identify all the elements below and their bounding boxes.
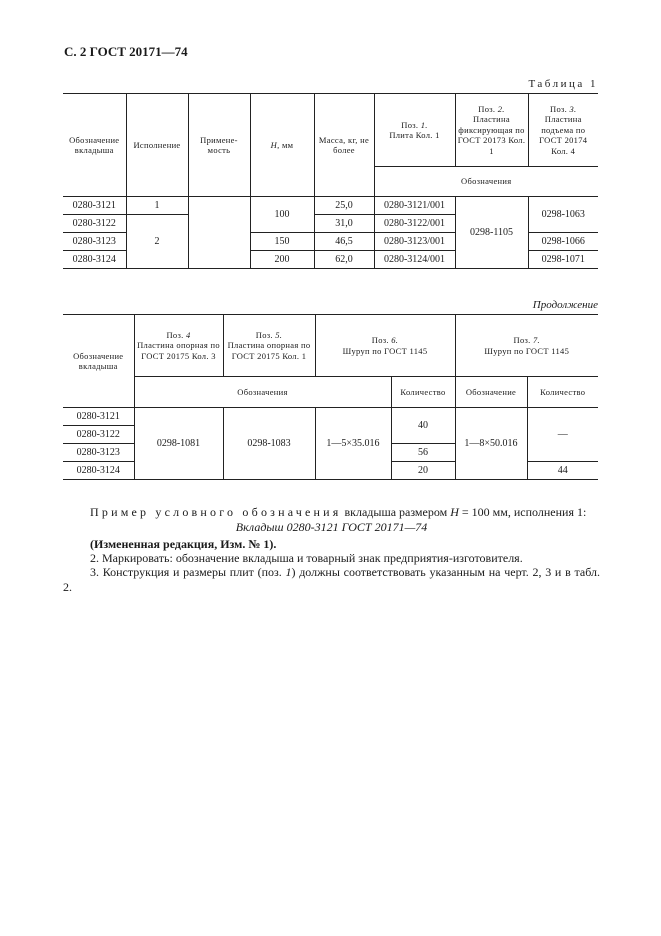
t1-pos3-prefix: Поз.	[550, 103, 570, 114]
item-3-text-a: 3. Конструкция и размеры плит (поз.	[90, 565, 286, 579]
t1-cell-h: 150	[250, 233, 314, 251]
t1-header-h-unit: , мм	[277, 139, 294, 150]
t2-header-pos7	[455, 315, 598, 377]
t1-header-pos3	[528, 94, 598, 167]
t1-cell-pos1: 0280-3123/001	[374, 233, 455, 251]
t1-cell-pos3: 0298-1063	[528, 197, 598, 233]
t1-cell-code: 0280-3122	[63, 215, 126, 233]
t1-cell-version: 2	[126, 215, 188, 269]
t2-header-quantity: Количество	[391, 377, 455, 408]
t1-cell-pos3: 0298-1066	[528, 233, 598, 251]
t2-header-designations: Обозначения	[134, 377, 391, 408]
table-row	[63, 197, 598, 215]
t2-cell-code: 0280-3121	[63, 408, 134, 426]
t1-cell-mass: 25,0	[314, 197, 374, 215]
item-3	[63, 565, 600, 595]
example-spaced-text: Пример условного обозначения	[90, 505, 342, 519]
t2-cell-pos5: 0298-1083	[223, 408, 315, 480]
t2-cell-qty7: —	[527, 408, 598, 462]
example-h-symbol: H	[450, 505, 459, 519]
t1-pos3-num: 3.	[569, 103, 577, 114]
t1-pos1-text: Плита Кол. 1	[389, 130, 440, 140]
t1-header-pos2	[455, 94, 528, 167]
example-text-b: = 100 мм, исполнения 1:	[458, 505, 587, 519]
t2-cell-qty6: 56	[391, 444, 455, 462]
t2-pos6-prefix: Поз.	[371, 335, 392, 345]
t2-cell-code: 0280-3122	[63, 426, 134, 444]
t1-cell-code: 0280-3121	[63, 197, 126, 215]
example-designation: Вкладыш 0280-3121 ГОСТ 20171—74	[235, 520, 428, 534]
table-row	[63, 408, 598, 426]
t1-header-mass: Масса, кг, не более	[314, 94, 374, 197]
table2-caption: Продолжение	[532, 299, 598, 311]
t1-pos1-prefix: Поз.	[401, 119, 421, 130]
t2-pos4-prefix: Поз.	[166, 329, 186, 340]
t2-header-designation-single: Обозначение	[455, 377, 527, 408]
t1-header-designation: Обозначение вкладыша	[63, 94, 126, 197]
t1-cell-h: 100	[250, 197, 314, 233]
t1-pos2-prefix: Поз.	[478, 103, 498, 114]
t2-cell-qty7: 44	[527, 462, 598, 480]
t1-header-application: Примене-мость	[188, 94, 250, 197]
t1-cell-application	[188, 197, 250, 269]
t2-cell-qty6: 40	[391, 408, 455, 444]
t2-cell-pos4: 0298-1081	[134, 408, 223, 480]
t2-cell-pos6: 1—5×35.016	[315, 408, 391, 480]
t2-cell-code: 0280-3123	[63, 444, 134, 462]
t2-header-pos5	[223, 315, 315, 377]
t1-cell-pos1: 0280-3124/001	[374, 251, 455, 269]
t2-header-pos6	[315, 315, 455, 377]
t1-header-pos1	[374, 94, 455, 167]
table2	[63, 314, 598, 480]
item-3-num: 1	[285, 565, 292, 579]
t1-cell-code: 0280-3124	[63, 251, 126, 269]
t2-header-pos4	[134, 315, 223, 377]
t1-header-h	[250, 94, 314, 197]
t1-header-h-symbol: H	[270, 139, 278, 150]
t2-pos6-num: 6.	[391, 335, 399, 345]
t1-cell-h: 200	[250, 251, 314, 269]
t1-cell-mass: 31,0	[314, 215, 374, 233]
table1	[63, 93, 598, 269]
item-3-text-b: ) должны соответствовать указанным на черт. 2, 3 и в табл. 2.	[63, 565, 600, 594]
t2-pos7-num: 7.	[533, 335, 540, 345]
t2-pos5-text: Пластина опорная по ГОСТ 20175 Кол. 1	[227, 340, 311, 361]
t2-pos7-prefix: Поз.	[513, 335, 533, 345]
t1-pos1-num: 1.	[420, 119, 428, 130]
t2-pos4-text: Пластина опорная по ГОСТ 20175 Кол. 3	[137, 340, 220, 361]
t1-cell-pos2: 0298-1105	[455, 197, 528, 269]
edit-note-text: (Измененная редакция, Изм. № 1).	[90, 537, 277, 551]
t1-cell-mass: 46,5	[314, 233, 374, 251]
example-line	[63, 505, 600, 520]
edit-note	[63, 537, 600, 552]
t1-cell-pos1: 0280-3122/001	[374, 215, 455, 233]
t1-cell-code: 0280-3123	[63, 233, 126, 251]
t1-pos2-num: 2.	[497, 103, 505, 114]
t1-header-version: Исполнение	[126, 94, 188, 197]
t2-pos6-text: Шуруп по ГОСТ 1145	[342, 345, 428, 356]
example-text-a: вкладыша размером	[341, 505, 451, 519]
t2-pos4-num: 4	[185, 329, 191, 340]
t2-cell-pos7: 1—8×50.016	[455, 408, 527, 480]
t1-pos2-text: Пластина фиксирующая по ГОСТ 20173 Кол. 1	[457, 114, 526, 156]
t1-cell-pos3: 0298-1071	[528, 251, 598, 269]
t1-cell-pos1: 0280-3121/001	[374, 197, 455, 215]
t1-cell-mass: 62,0	[314, 251, 374, 269]
t2-pos7-text: Шуруп по ГОСТ 1145	[484, 345, 570, 356]
t2-cell-code: 0280-3124	[63, 462, 134, 480]
t1-header-designations: Обозначения	[374, 167, 598, 197]
t1-pos3-text: Пластина подъема по ГОСТ 20174 Кол. 4	[539, 114, 588, 156]
item-2: 2. Маркировать: обозначение вкладыша и товарный знак предприятия-изготовителя.	[90, 551, 523, 565]
t2-cell-qty6: 20	[391, 462, 455, 480]
t1-cell-version: 1	[126, 197, 188, 215]
t2-pos5-prefix: Поз.	[255, 329, 276, 340]
page-header: С. 2 ГОСТ 20171—74	[64, 44, 188, 59]
t2-pos5-num: 5.	[275, 329, 283, 340]
t2-header-quantity2: Количество	[527, 377, 598, 408]
t2-header-designation: Обозначение вкладыша	[63, 315, 134, 408]
table1-caption: Таблица 1	[528, 78, 598, 90]
